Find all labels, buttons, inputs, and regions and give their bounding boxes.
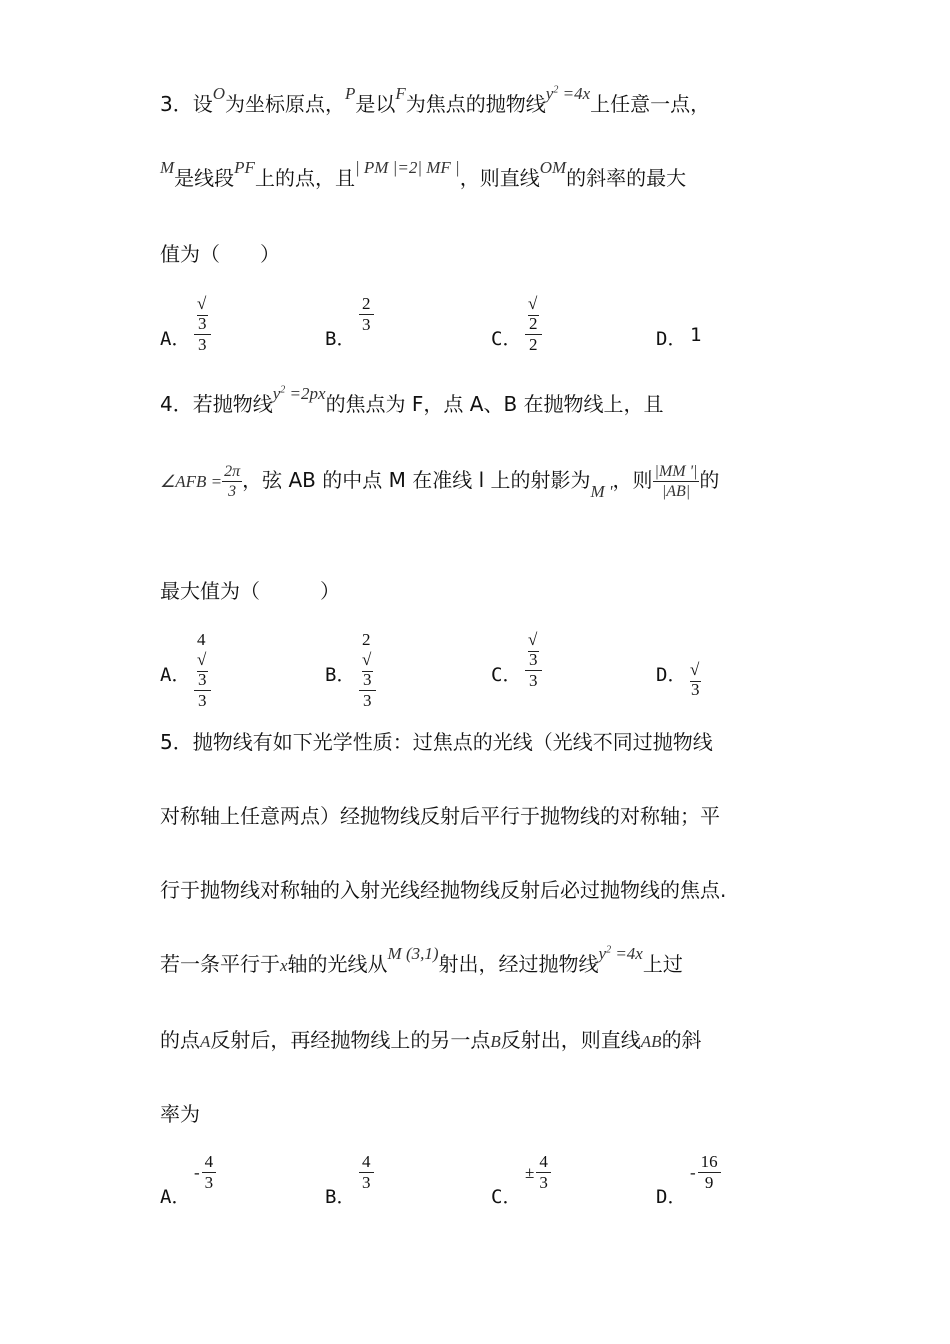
math-point-M: M (3,1)	[387, 944, 439, 963]
q4-text: 4．若抛物线	[160, 392, 273, 416]
math-condition: | PM |=2| MF |	[354, 158, 460, 177]
fraction: 4 3	[359, 1152, 374, 1193]
sqrt-value: √3	[690, 660, 700, 699]
q3-text: 上的点，且	[254, 166, 355, 190]
option-label: D．	[656, 328, 687, 350]
math-AB: AB	[640, 1032, 662, 1051]
q3-text: 为焦点的抛物线	[405, 92, 546, 116]
angle-fraction: $\frac{2\pi}{3}$	[224, 463, 241, 500]
q5-text: 反射后，再经抛物线上的另一点	[210, 1028, 491, 1052]
q4-text: 的	[699, 468, 720, 492]
math-B: B	[490, 1032, 501, 1051]
fraction: ± $\frac{4}{3}$	[525, 1152, 551, 1193]
fraction: - 16 9	[690, 1152, 721, 1193]
q3-text: 是线段	[174, 166, 235, 190]
q5-line-5	[160, 1024, 702, 1053]
q3-text: 3．设	[160, 92, 213, 116]
q3-text: 是以	[355, 92, 396, 116]
q5-line-6: 率为	[160, 1102, 200, 1126]
math-A: A	[200, 1032, 211, 1051]
fraction: √3 3	[194, 294, 211, 355]
math-F: F	[395, 84, 406, 103]
fraction: 4√3 3	[194, 630, 211, 711]
option-label: C．	[491, 1186, 522, 1208]
q5-line-1: 5．抛物线有如下光学性质：过焦点的光线（光线不同过抛物线	[160, 730, 713, 754]
math-O: O	[212, 84, 226, 103]
fraction: √2 2	[525, 294, 542, 355]
option-label: D．	[656, 664, 687, 686]
option-label: B．	[325, 664, 356, 686]
q4-options	[160, 630, 800, 710]
q5-text: 反射出，则直线	[500, 1028, 641, 1052]
math-M: M	[160, 158, 175, 177]
q4-text: 的焦点为 F，点 A、B 在抛物线上，且	[325, 392, 664, 416]
q5-options	[160, 1152, 800, 1212]
option-label: B．	[325, 328, 356, 350]
fraction: 2√3 3	[359, 630, 376, 711]
q5-text: 的斜	[661, 1028, 702, 1052]
math-PF: PF	[234, 158, 255, 177]
math-M-prime: M '	[590, 482, 613, 501]
q5-text: 轴的光线从	[287, 952, 388, 976]
q5-line-4	[160, 944, 683, 977]
q3-line-1	[160, 84, 711, 117]
parabola-equation: y2 =2px	[272, 384, 326, 403]
q4-line-2	[160, 462, 719, 501]
fraction: √3 3	[525, 630, 542, 691]
q5-text: 的点	[160, 1028, 200, 1052]
option-value: 1	[690, 324, 702, 346]
q5-text: 上过	[642, 952, 683, 976]
math-x: x	[280, 956, 288, 975]
q5-text: 若一条平行于	[160, 952, 280, 976]
option-label: C．	[491, 328, 522, 350]
option-label: B．	[325, 1186, 356, 1208]
parabola-equation: y2 =4x	[545, 84, 591, 103]
math-P: P	[345, 84, 356, 103]
option-label: A．	[160, 328, 191, 350]
math-angle: ∠AFB =	[160, 472, 223, 491]
math-OM: OM	[539, 158, 567, 177]
q3-line-2	[160, 158, 687, 191]
q3-text: 的斜率的最大	[566, 166, 687, 190]
q5-line-3: 行于抛物线对称轴的入射光线经抛物线反射后必过抛物线的焦点.	[160, 878, 727, 902]
q3-options	[160, 294, 800, 354]
q5-text: 射出，经过抛物线	[438, 952, 599, 976]
fraction: - 4 3	[194, 1152, 216, 1193]
q3-text: 为坐标原点，	[225, 92, 346, 116]
q4-text: ，则	[612, 468, 653, 492]
q4-line-1	[160, 384, 664, 417]
q5-line-2: 对称轴上任意两点）经抛物线反射后平行于抛物线的对称轴；平	[160, 804, 720, 828]
q3-line-3: 值为（ ）	[160, 242, 280, 266]
ratio-fraction: $\frac{|MM '|}{|AB|}$	[654, 463, 698, 500]
option-label: C．	[491, 664, 522, 686]
option-label: A．	[160, 1186, 191, 1208]
q3-text: 上任意一点，	[590, 92, 711, 116]
option-label: A．	[160, 664, 191, 686]
option-label: D．	[656, 1186, 687, 1208]
q4-text: ，弦 AB 的中点 M 在准线 l 上的射影为	[242, 468, 591, 492]
parabola-equation: y2 =4x	[598, 944, 643, 963]
q3-text: ，则直线	[459, 166, 540, 190]
fraction: 2 3	[359, 294, 374, 335]
q4-line-3: 最大值为（ ）	[160, 579, 340, 603]
